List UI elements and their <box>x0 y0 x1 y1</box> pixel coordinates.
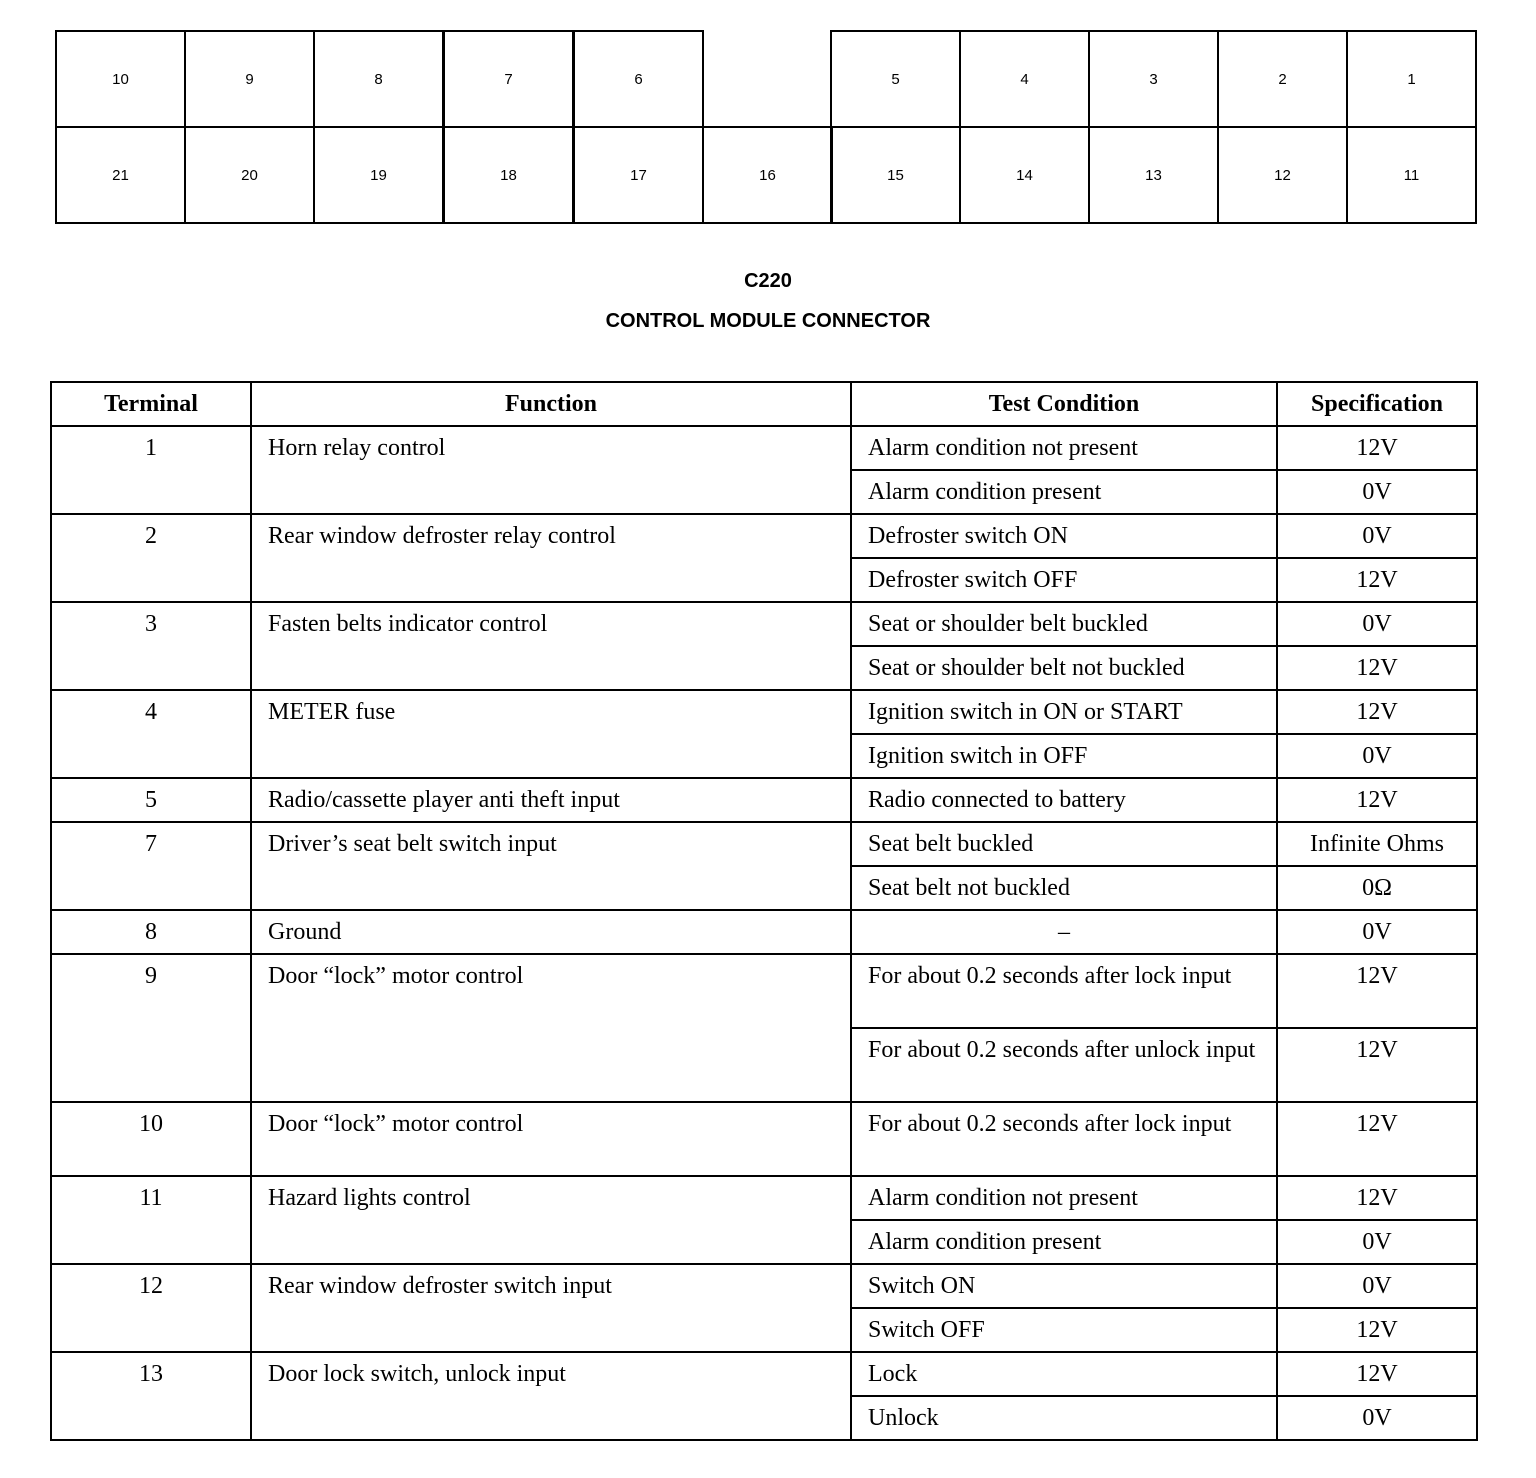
terminal-cell: 1 <box>51 426 251 514</box>
terminal-spec-table <box>50 381 1478 1441</box>
specification-cell: 12V <box>1277 646 1477 690</box>
test-condition-cell: For about 0.2 seconds after lock input <box>851 1102 1277 1176</box>
specification-cell: 0V <box>1277 1220 1477 1264</box>
terminal-cell: 10 <box>51 1102 251 1176</box>
test-condition-cell: Alarm condition not present <box>851 1176 1277 1220</box>
connector-pin: 1 <box>1346 30 1477 128</box>
specification-cell: 0V <box>1277 734 1477 778</box>
connector-pin: 18 <box>443 126 574 224</box>
connector-pin: 13 <box>1088 126 1219 224</box>
table-row <box>51 1176 1477 1220</box>
specification-cell: 0Ω <box>1277 866 1477 910</box>
specification-cell: 12V <box>1277 1028 1477 1102</box>
table-header-row <box>51 382 1477 426</box>
test-condition-cell: Defroster switch ON <box>851 514 1277 558</box>
connector-pin: 4 <box>959 30 1090 128</box>
specification-cell: 0V <box>1277 602 1477 646</box>
table-row <box>51 954 1477 1028</box>
specification-cell: Infinite Ohms <box>1277 822 1477 866</box>
terminal-cell: 13 <box>51 1352 251 1440</box>
terminal-cell: 12 <box>51 1264 251 1352</box>
connector-pin: 2 <box>1217 30 1348 128</box>
table-row <box>51 822 1477 866</box>
table-row <box>51 690 1477 734</box>
test-condition-cell: Alarm condition present <box>851 470 1277 514</box>
table-body <box>51 426 1477 1440</box>
table-row <box>51 426 1477 470</box>
specification-cell: 0V <box>1277 910 1477 954</box>
function-cell: Radio/cassette player anti theft input <box>251 778 851 822</box>
header-terminal: Terminal <box>51 382 251 426</box>
specification-cell: 12V <box>1277 1102 1477 1176</box>
test-condition-cell: Seat or shoulder belt not buckled <box>851 646 1277 690</box>
connector-face-diagram <box>0 0 1536 240</box>
header-test-condition: Test Condition <box>851 382 1277 426</box>
function-cell: Horn relay control <box>251 426 851 514</box>
connector-pin: 8 <box>313 30 444 128</box>
function-cell: Fasten belts indicator control <box>251 602 851 690</box>
terminal-cell: 4 <box>51 690 251 778</box>
connector-pin: 21 <box>55 126 186 224</box>
terminal-cell: 8 <box>51 910 251 954</box>
specification-cell: 12V <box>1277 1352 1477 1396</box>
function-cell: Door “lock” motor control <box>251 954 851 1102</box>
terminal-cell: 9 <box>51 954 251 1102</box>
connector-title: CONTROL MODULE CONNECTOR <box>605 310 931 332</box>
test-condition-cell: Switch ON <box>851 1264 1277 1308</box>
connector-pin: 12 <box>1217 126 1348 224</box>
specification-cell: 12V <box>1277 778 1477 822</box>
test-condition-cell: Unlock <box>851 1396 1277 1440</box>
specification-cell: 0V <box>1277 514 1477 558</box>
test-condition-cell: Seat or shoulder belt buckled <box>851 602 1277 646</box>
function-cell: Hazard lights control <box>251 1176 851 1264</box>
connector-pin: 17 <box>573 126 704 224</box>
connector-pin: 20 <box>184 126 315 224</box>
specification-cell: 0V <box>1277 1396 1477 1440</box>
test-condition-cell: For about 0.2 seconds after lock input <box>851 954 1277 1028</box>
terminal-cell: 7 <box>51 822 251 910</box>
connector-pin: 15 <box>830 126 961 224</box>
test-condition-cell: Ignition switch in ON or START <box>851 690 1277 734</box>
specification-cell: 12V <box>1277 1308 1477 1352</box>
test-condition-cell: For about 0.2 seconds after unlock input <box>851 1028 1277 1102</box>
connector-pin: 5 <box>830 30 961 128</box>
connector-pin: 6 <box>573 30 704 128</box>
connector-pin: 3 <box>1088 30 1219 128</box>
connector-pin: 9 <box>184 30 315 128</box>
specification-cell: 12V <box>1277 1176 1477 1220</box>
test-condition-cell: – <box>851 910 1277 954</box>
connector-pin: 10 <box>55 30 186 128</box>
function-cell: Rear window defroster switch input <box>251 1264 851 1352</box>
test-condition-cell: Seat belt not buckled <box>851 866 1277 910</box>
terminal-cell: 11 <box>51 1176 251 1264</box>
connector-pin: 16 <box>702 126 833 224</box>
specification-cell: 12V <box>1277 690 1477 734</box>
table-row <box>51 910 1477 954</box>
connector-pin: 14 <box>959 126 1090 224</box>
terminal-cell: 3 <box>51 602 251 690</box>
test-condition-cell: Radio connected to battery <box>851 778 1277 822</box>
connector-pin: 7 <box>443 30 574 128</box>
connector-id: C220 <box>744 270 792 292</box>
table-row <box>51 1102 1477 1176</box>
test-condition-cell: Alarm condition present <box>851 1220 1277 1264</box>
test-condition-cell: Defroster switch OFF <box>851 558 1277 602</box>
table-row <box>51 514 1477 558</box>
test-condition-cell: Lock <box>851 1352 1277 1396</box>
function-cell: METER fuse <box>251 690 851 778</box>
test-condition-cell: Seat belt buckled <box>851 822 1277 866</box>
specification-cell: 12V <box>1277 954 1477 1028</box>
function-cell: Driver’s seat belt switch input <box>251 822 851 910</box>
terminal-cell: 2 <box>51 514 251 602</box>
header-function: Function <box>251 382 851 426</box>
connector-pin: 19 <box>313 126 444 224</box>
function-cell: Door lock switch, unlock input <box>251 1352 851 1440</box>
function-cell: Ground <box>251 910 851 954</box>
function-cell: Rear window defroster relay control <box>251 514 851 602</box>
table-row <box>51 1352 1477 1396</box>
specification-cell: 0V <box>1277 1264 1477 1308</box>
table-row <box>51 1264 1477 1308</box>
table-row <box>51 602 1477 646</box>
test-condition-cell: Alarm condition not present <box>851 426 1277 470</box>
test-condition-cell: Ignition switch in OFF <box>851 734 1277 778</box>
header-specification: Specification <box>1277 382 1477 426</box>
connector-pin: 11 <box>1346 126 1477 224</box>
function-cell: Door “lock” motor control <box>251 1102 851 1176</box>
test-condition-cell: Switch OFF <box>851 1308 1277 1352</box>
terminal-cell: 5 <box>51 778 251 822</box>
specification-cell: 12V <box>1277 426 1477 470</box>
specification-cell: 0V <box>1277 470 1477 514</box>
table-row <box>51 778 1477 822</box>
specification-cell: 12V <box>1277 558 1477 602</box>
